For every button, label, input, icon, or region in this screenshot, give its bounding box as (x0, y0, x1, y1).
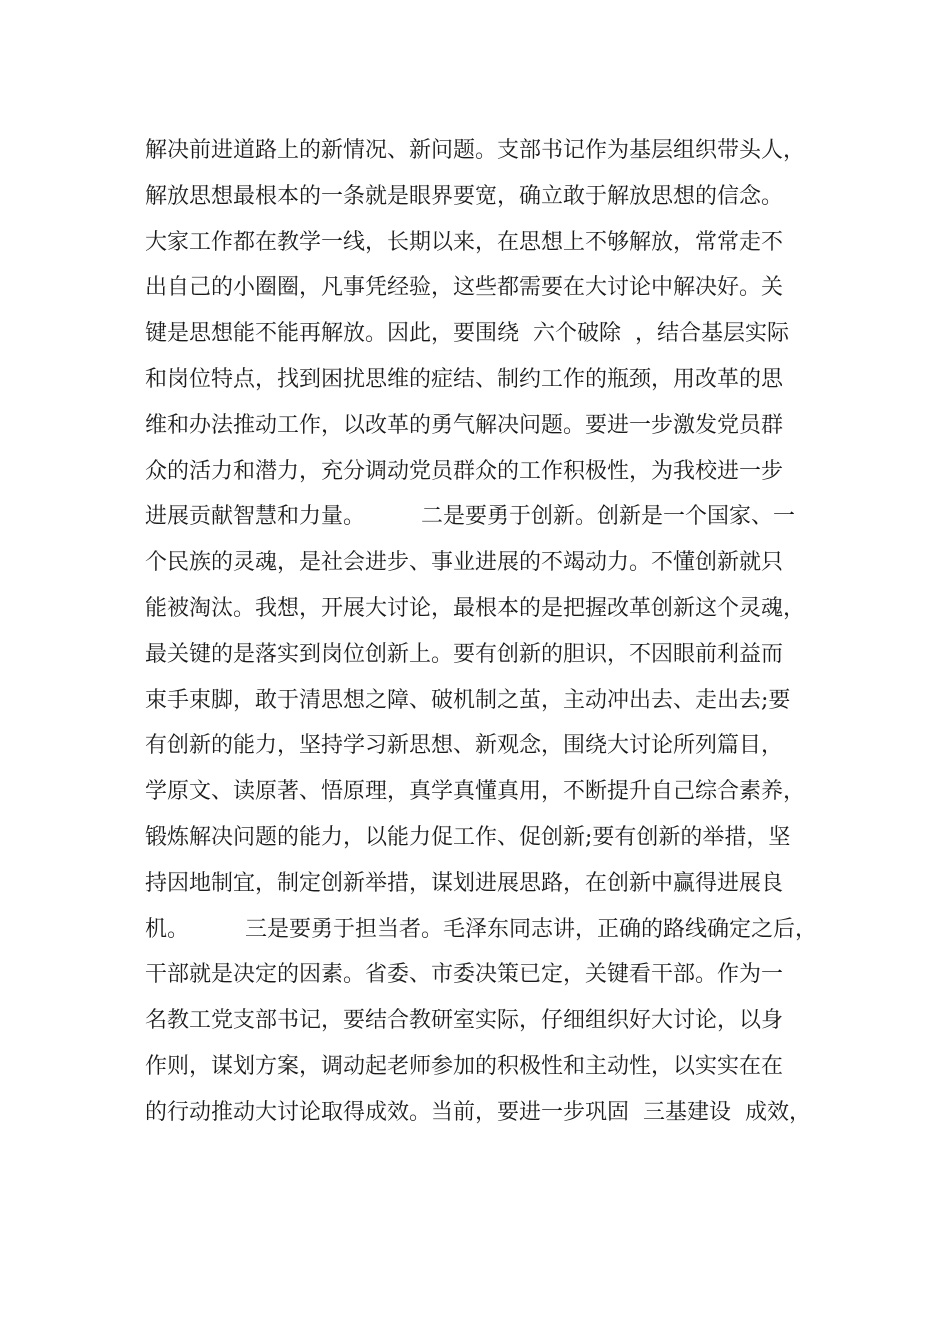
text-line: 键是思想能不能再解放。因此，要围绕 六个破除 ，结合基层实际 (145, 321, 789, 347)
text-line: 解决前进道路上的新情况、新问题。支部书记作为基层组织带头人， (145, 138, 806, 163)
text-line: 最关键的是落实到岗位创新上。要有创新的胆识，不因眼前利益而 (145, 641, 784, 667)
text-line: 有创新的能力，坚持学习新思想、新观念，围绕大讨论所列篇目， (145, 733, 784, 759)
text-line: 和岗位特点，找到困扰思维的症结、制约工作的瓶颈，用改革的思 (145, 366, 784, 392)
text-line: 锻炼解决问题的能力，以能力促工作、促创新;要有创新的举措，坚 (145, 824, 791, 850)
text-line: 干部就是决定的因素。省委、市委决策已定，关键看干部。作为一 (145, 962, 784, 988)
text-line: 维和办法推动工作，以改革的勇气解决问题。要进一步激发党员群 (145, 412, 784, 438)
text-line: 持因地制宜，制定创新举措，谋划进展思路，在创新中赢得进展良 (145, 870, 784, 896)
text-line: 解放思想最根本的一条就是眼界要宽，确立敢于解放思想的信念。 (145, 183, 784, 209)
text-line: 作则，谋划方案，调动起老师参加的积极性和主动性，以实实在在 (145, 1053, 784, 1079)
text-line: 学原文、读原著、悟原理，真学真懂真用，不断提升自己综合素养， (145, 779, 806, 805)
text-line: 名教工党支部书记，要结合教研室实际，仔细组织好大讨论，以身 (145, 1008, 784, 1034)
body-text (145, 128, 845, 1136)
text-line: 众的活力和潜力，充分调动党员群众的工作积极性，为我校进一步 (145, 458, 784, 484)
text-line: 机。 三是要勇于担当者。毛泽东同志讲，正确的路线确定之后， (145, 916, 817, 942)
text-line: 出自己的小圈圈，凡事凭经验，这些都需要在大讨论中解决好。关 (145, 275, 784, 301)
text-line: 能被淘汰。我想，开展大讨论，最根本的是把握改革创新这个灵魂， (145, 595, 806, 621)
text-line: 大家工作都在教学一线，长期以来，在思想上不够解放，常常走不 (145, 229, 784, 255)
text-line: 进展贡献智慧和力量。 二是要勇于创新。创新是一个国家、一 (145, 504, 795, 530)
text-line: 束手束脚，敢于清思想之障、破机制之茧，主动冲出去、走出去;要 (145, 687, 791, 713)
text-line: 的行动推动大讨论取得成效。当前，要进一步巩固 三基建设 成效， (145, 1099, 811, 1125)
text-line: 个民族的灵魂，是社会进步、事业进展的不竭动力。不懂创新就只 (145, 550, 784, 576)
